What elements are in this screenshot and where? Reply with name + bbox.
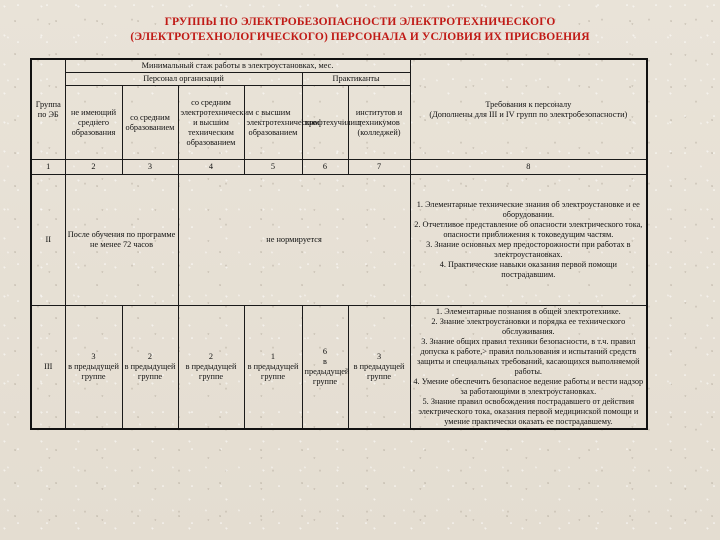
requirements-title: Требования к персоналу bbox=[485, 99, 572, 109]
header-cell-experience-span: Минимальный стаж работы в электроустановках, мес. bbox=[65, 59, 410, 73]
row-3-requirement-item: 1. Элементарные познания в общей электротехнике. bbox=[435, 307, 621, 316]
table-row-group-2 bbox=[31, 175, 647, 306]
slide-title-line-1: ГРУППЫ ПО ЭЛЕКТРОБЕЗОПАСНОСТИ ЭЛЕКТРОТЕХНИЧЕСКОГО bbox=[164, 16, 556, 28]
column-number-6: 6 bbox=[302, 160, 348, 175]
row-3-duration-col5-value: 1 bbox=[270, 352, 276, 361]
table-row-group-3 bbox=[31, 306, 647, 430]
header-cell-interns: Практиканты bbox=[302, 73, 410, 86]
electrical-safety-groups-table bbox=[30, 58, 646, 430]
row-group-label-3: III bbox=[31, 306, 65, 430]
column-number-5: 5 bbox=[244, 160, 302, 175]
row-3-requirement-item: 4. Умение обеспечить безопасное ведение работы и вести надзор за работающими в электроустановках. bbox=[413, 377, 644, 396]
column-number-4: 4 bbox=[178, 160, 244, 175]
slide-title-line-2: (ЭЛЕКТРОТЕХНОЛОГИЧЕСКОГО) ПЕРСОНАЛА И УСЛОВИЯ ИХ ПРИСВОЕНИЯ bbox=[130, 31, 590, 43]
row-3-duration-col6 bbox=[302, 306, 348, 430]
column-number-7: 7 bbox=[348, 160, 410, 175]
row-3-duration-col4-unit: в предыдущей группе bbox=[185, 362, 237, 381]
row-3-duration-col2-unit: в предыдущей группе bbox=[68, 362, 119, 381]
column-number-8: 8 bbox=[410, 160, 647, 175]
row-3-requirement-item: 3. Знание общих правил техники безопасности, в т.ч. правил допуска к работе,> правил пользования и испытаний средств защиты и специальных требований, касающихся выполняемой работы. bbox=[417, 337, 640, 376]
row-3-duration-col7 bbox=[348, 306, 410, 430]
row-2-requirement-item: 4. Практические навыки оказания первой помощи пострадавшим. bbox=[439, 260, 617, 279]
row-3-duration-col5-unit: в предыдущей группе bbox=[247, 362, 299, 381]
row-3-duration-col3-value: 2 bbox=[147, 352, 153, 361]
row-3-duration-col4-value: 2 bbox=[208, 352, 214, 361]
slide-title bbox=[0, 15, 720, 45]
row-3-duration-col4 bbox=[178, 306, 244, 430]
row-3-requirement-item: 2. Знание электроустановки и порядка ее технического обслуживания. bbox=[431, 317, 626, 336]
column-number-2: 2 bbox=[65, 160, 122, 175]
header-cell-no-secondary-education: не имеющий среднего образования bbox=[65, 86, 122, 160]
row-group-label-2: II bbox=[31, 175, 65, 306]
row-3-duration-col7-unit: в предыдущей группе bbox=[353, 362, 405, 381]
header-cell-org-personnel: Персонал организаций bbox=[65, 73, 302, 86]
header-cell-requirements bbox=[410, 59, 647, 160]
header-cell-institutes-technical-colleges: институтов и техникумов (колледжей) bbox=[348, 86, 410, 160]
row-2-requirement-item: 1. Элементарные технические знания об электроустановке и ее оборудовании. bbox=[416, 200, 640, 219]
requirements-subtitle: (Дополнены для III и IV групп по электробезопасности) bbox=[429, 109, 628, 119]
row-3-requirement-item: 5. Знание правил освобождения пострадавшего от действия электрического тока, оказания первой медицинской помощи и умение практически оказать ее пострадавшему. bbox=[418, 397, 639, 426]
row-2-requirement-item: 2. Отчетливое представление об опасности электрического тока, опасности приближения к токоведущим частям. bbox=[414, 220, 643, 239]
row-2-requirements-list bbox=[410, 175, 647, 306]
row-3-duration-col2 bbox=[65, 306, 122, 430]
row-3-duration-col2-value: 3 bbox=[91, 352, 96, 361]
row-3-duration-col7-value: 3 bbox=[376, 352, 382, 361]
row-3-duration-col3 bbox=[122, 306, 178, 430]
header-cell-higher-electrotechnical-education: с высшим электротехническим образованием bbox=[244, 86, 302, 160]
row-3-duration-col3-unit: в предыдущей группе bbox=[124, 362, 176, 381]
row-3-duration-col6-unit: в предыдущей группе bbox=[304, 357, 350, 386]
groups-table bbox=[30, 58, 648, 430]
column-number-1: 1 bbox=[31, 160, 65, 175]
row-2-requirement-item: 3. Знание основных мер предосторожности при работах в электроустановках. bbox=[426, 240, 631, 259]
row-2-training-period: После обучения по программе не менее 72 часов bbox=[65, 175, 178, 306]
column-number-row bbox=[31, 160, 647, 175]
header-cell-secondary-education: со средним образованием bbox=[122, 86, 178, 160]
row-3-duration-col6-value: 6 bbox=[322, 347, 328, 356]
header-row-experience bbox=[31, 59, 647, 73]
header-cell-group: Группа по ЭБ bbox=[31, 59, 65, 160]
row-3-duration-col5 bbox=[244, 306, 302, 430]
row-3-requirements-list bbox=[410, 306, 647, 430]
header-cell-vocational-schools: профтехучилищ bbox=[302, 86, 348, 160]
row-2-not-normalized: не нормируется bbox=[178, 175, 410, 306]
header-cell-secondary-electrotechnical-education: со средним электротехническим и высшим техническим образованием bbox=[178, 86, 244, 160]
column-number-3: 3 bbox=[122, 160, 178, 175]
